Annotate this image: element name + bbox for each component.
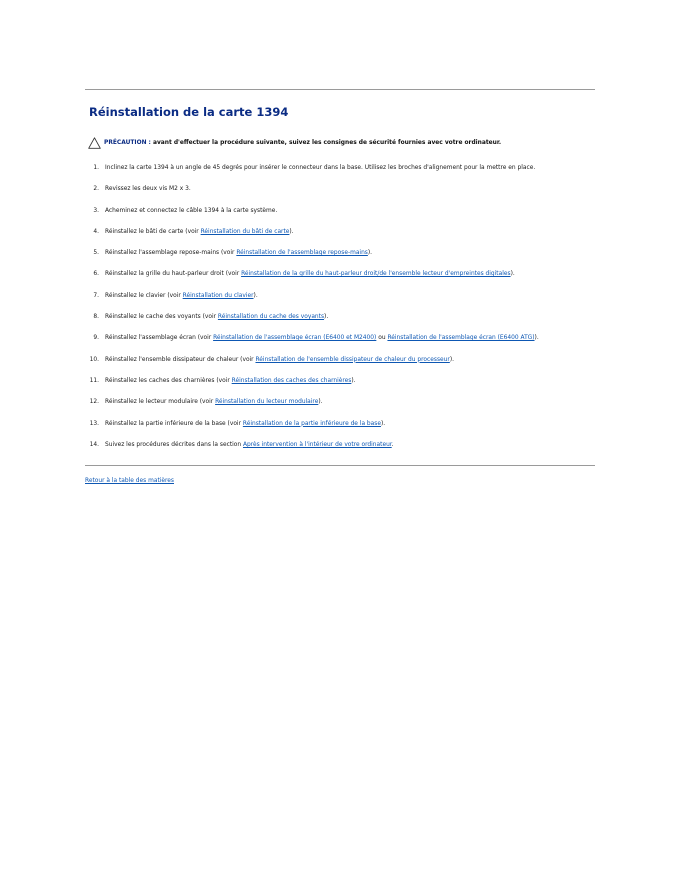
step-text-segment: Réinstallez le lecteur modulaire (voir	[105, 399, 216, 406]
step-item	[87, 229, 539, 250]
step-number: 7.	[93, 292, 99, 299]
caution-notice	[88, 136, 501, 150]
step-number: 4.	[93, 228, 99, 235]
step-text	[105, 378, 356, 384]
step-item	[87, 314, 539, 335]
step-text-segment: ).	[351, 377, 356, 384]
step-text-segment: ).	[324, 314, 329, 321]
step-reference-link[interactable]: Réinstallation de la partie inférieure de la base	[242, 420, 381, 427]
warning-triangle-icon	[88, 137, 101, 149]
step-text-segment: ).	[510, 271, 515, 278]
step-text-segment: Inclinez la carte 1394 à un angle de 45 degrés pour insérer le connecteur dans la base. Utilisez les broches d'alignement pour la mettre en place.	[105, 165, 536, 171]
step-number: 8.	[93, 314, 99, 321]
step-item	[87, 378, 539, 399]
bottom-divider	[85, 465, 595, 466]
step-number: 10.	[89, 356, 99, 363]
step-text-segment: Acheminez et connectez le câble 1394 à la carte système.	[105, 207, 278, 214]
step-item	[87, 442, 539, 463]
step-number: 6.	[93, 271, 99, 278]
step-text-segment: ).	[318, 399, 323, 406]
step-text	[105, 229, 294, 235]
step-reference-link[interactable]: Réinstallation du cache des voyants	[217, 314, 325, 321]
step-reference-link[interactable]: Réinstallation du clavier	[182, 292, 254, 299]
step-number: 1.	[93, 165, 99, 171]
step-number: 14.	[89, 441, 99, 448]
step-number: 2.	[93, 186, 99, 193]
back-to-toc-link[interactable]: Retour à la table des matières	[85, 478, 174, 484]
step-item	[87, 421, 539, 442]
step-item	[87, 357, 539, 378]
step-reference-link[interactable]: Après intervention à l'intérieur de votre ordinateur	[242, 441, 392, 448]
step-text	[105, 271, 515, 277]
step-text	[105, 421, 385, 427]
step-reference-link[interactable]: Réinstallation des caches des charnières	[231, 377, 352, 384]
step-text	[105, 208, 277, 214]
step-text-segment: Suivez les procédures décrites dans la section	[105, 441, 243, 448]
step-reference-link[interactable]: Réinstallation du bâti de carte	[200, 228, 290, 235]
step-item	[87, 165, 539, 186]
step-text-segment: Réinstallez l'assemblage repose-mains (voir	[105, 250, 237, 257]
step-text	[105, 314, 328, 320]
step-number: 9.	[93, 335, 99, 342]
step-text	[105, 293, 258, 299]
step-text-segment: Réinstallez l'assemblage écran (voir	[105, 335, 214, 342]
step-text-segment: ).	[253, 292, 258, 299]
step-reference-link[interactable]: Réinstallation de l'assemblage écran (E6400 et M2400)	[213, 335, 377, 342]
step-text	[105, 165, 535, 171]
step-number: 11.	[89, 377, 99, 384]
step-text-segment: Réinstallez l'ensemble dissipateur de chaleur (voir	[105, 356, 256, 363]
step-number: 13.	[89, 420, 99, 427]
step-item	[87, 335, 539, 356]
step-reference-link[interactable]: Réinstallation du lecteur modulaire	[215, 399, 319, 406]
step-text-segment: ).	[449, 356, 454, 363]
step-item	[87, 271, 539, 292]
step-item	[87, 250, 539, 271]
step-reference-link[interactable]: Réinstallation de l'assemblage écran (E6400 ATG)	[387, 335, 535, 342]
step-text-segment: Réinstallez le clavier (voir	[105, 292, 183, 299]
step-number: 5.	[93, 250, 99, 257]
step-reference-link[interactable]: Réinstallation de l'ensemble dissipateur de chaleur du processeur	[255, 356, 450, 363]
step-text-segment: ).	[380, 420, 386, 427]
step-text	[105, 335, 539, 341]
caution-label: PRÉCAUTION :	[104, 140, 151, 146]
step-text-segment: ).	[534, 335, 539, 342]
step-item	[87, 399, 539, 420]
step-text-segment: Réinstallez le cache des voyants (voir	[105, 314, 218, 321]
step-text	[105, 442, 394, 448]
step-item	[87, 186, 539, 207]
step-text	[105, 357, 454, 363]
step-number: 12.	[89, 399, 99, 406]
step-text-segment: ou	[376, 335, 388, 342]
caution-text: avant d'effectuer la procédure suivante, suivez les consignes de sécurité fournies avec votre ordinateur.	[150, 140, 502, 146]
step-text	[105, 250, 372, 256]
step-text-segment: Réinstallez les caches des charnières (voir	[105, 377, 232, 384]
step-number: 3.	[93, 207, 99, 214]
step-text-segment: Réinstallez le bâti de carte (voir	[105, 228, 201, 235]
step-reference-link[interactable]: Réinstallation de l'assemblage repose-mains	[236, 250, 368, 257]
step-reference-link[interactable]: Réinstallation de la grille du haut-parleur droit/de l'ensemble lecteur d'empreintes digitales	[241, 271, 511, 278]
step-text-segment: ).	[289, 228, 294, 235]
step-text-segment: Réinstallez la grille du haut-parleur droit (voir	[105, 271, 242, 278]
step-text	[105, 399, 323, 405]
step-text-segment: Revissez les deux vis M2 x 3.	[105, 186, 191, 193]
top-divider	[85, 89, 595, 90]
step-text-segment: Réinstallez la partie inférieure de la base (voir	[105, 420, 243, 427]
step-text	[105, 186, 191, 192]
step-text-segment: ).	[367, 250, 373, 257]
step-text-segment: .	[391, 441, 394, 448]
step-item	[87, 208, 539, 229]
steps-list	[87, 165, 539, 463]
step-item	[87, 293, 539, 314]
page-title: Réinstallation de la carte 1394	[89, 105, 289, 119]
